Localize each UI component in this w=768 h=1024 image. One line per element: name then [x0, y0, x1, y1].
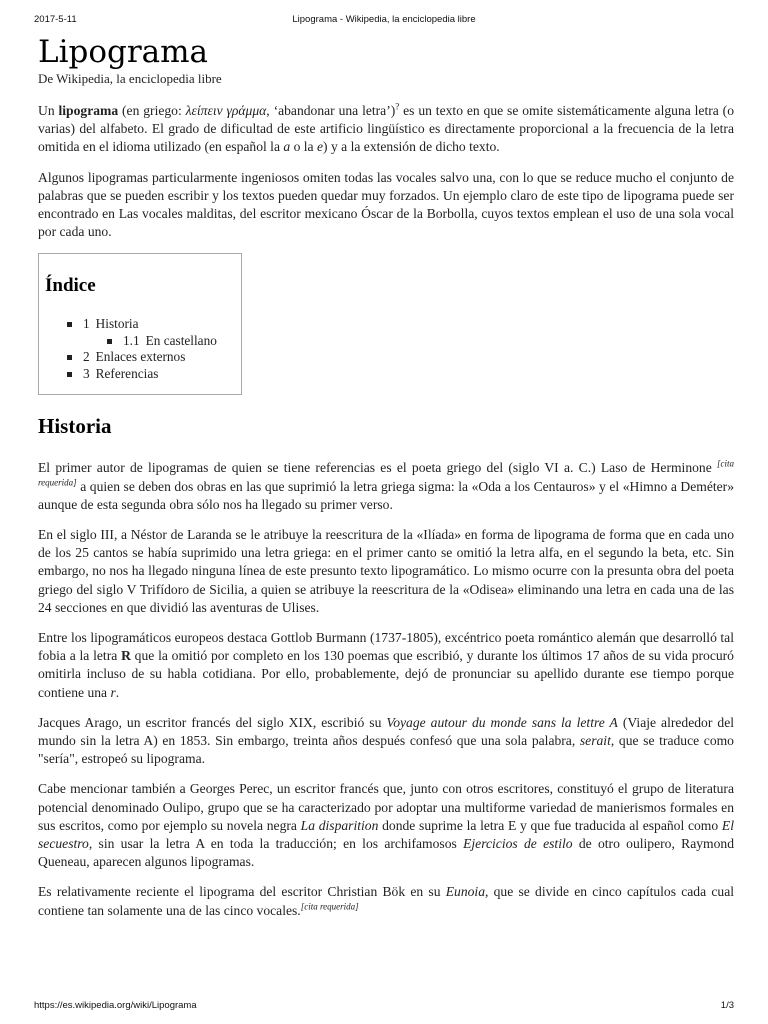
intro-paragraph-2: Algunos lipogramas particularmente ingeniosos omiten todas las vocales salvo una, con lo que se reduce mucho el conjunto de palabras que se pueden escribir y los textos pueden quedar muy forzados. Un ejemplo claro de este tipo de lipograma puede ser encontrado en Las vocales malditas, del escritor mexicano Óscar de la Borbolla, cuyos textos emplean el uso de una sola vocal por cada uno.: [38, 169, 734, 240]
article-content: [38, 34, 734, 932]
toc-item-enlaces-externos[interactable]: 2 Enlaces externos: [67, 349, 241, 366]
table-of-contents: [38, 253, 242, 395]
print-date: 2017-5-11: [34, 14, 77, 25]
page-subtitle: De Wikipedia, la enciclopedia libre: [38, 71, 222, 86]
historia-paragraph-5: Cabe mencionar también a Georges Perec, un escritor francés que, junto con otros escritores, constituyó el grupo de literatura potencial denominado Oulipo, grupo que se ha caracterizado por adoptar una multiforme variedad de manierismos formales en sus escritos, como por ejemplo su novela negra La disparition donde suprime la letra E y que fue traducida al español como El secuestro, sin usar la letra A en toda la traducción; en los archifamosos Ejercicios de estilo de otro oulipero, Raymond Queneau, aparecen algunos lipogramas.: [38, 781, 734, 870]
print-footer: [34, 1000, 734, 1014]
toc-item-historia[interactable]: 1 Historia 1.1 En castellano: [67, 316, 241, 349]
intro-paragraph-1: Un lipograma (en griego: λείπειν γράμμα, ‘abandonar una letra’)? es un texto en que se omite sistemáticamente alguna letra (o varias) del alfabeto. El grado de dificultad de este artificio lingüístico es directamente proporcional a la frecuencia de la letra omitida en el idioma utilizado (en español la a o la e) y a la extensión de dicho texto.: [38, 101, 734, 155]
print-page-title: Lipograma - Wikipedia, la enciclopedia libre: [292, 14, 476, 25]
citation-needed[interactable]: [cita requerida]: [300, 901, 359, 912]
pronunciation-help[interactable]: ?: [395, 101, 400, 112]
historia-paragraph-2: En el siglo III, a Néstor de Laranda se le atribuye la reescritura de la «Ilíada» en forma de lipograma de forma que en cada uno de los 25 cantos se había suprimido una letra griega: en el primer canto se omitió la letra alfa, en el segundo la beta, etc. Sin embargo, no nos ha llegado ninguna línea de este presunto texto lipogramático. Lo mismo ocurre con la presunta obra del poeta griego del siglo V Trifídoro de Sicilia, a quien se atribuye la reescritura de la «Odisea» eliminando una letra en cada una de las 24 secciones en que dividió las aventuras de Ulises.: [38, 527, 734, 615]
section-heading-historia: Historia: [38, 414, 112, 439]
citation-needed[interactable]: [cita requerida]: [38, 458, 734, 488]
greek-term: λείπειν γράμμα: [185, 103, 267, 118]
historia-paragraph-1: El primer autor de lipogramas de quien se tiene referencias es el poeta griego del (siglo VI a. C.) Laso de Herminone [cita requerida] a quien se deben dos obras en las que suprimió la letra griega sigma: la «Oda a los Centauros» y el «Himno a Deméter» aunque de esta segunda obra sólo nos ha llegado su primer verso.: [38, 458, 734, 512]
print-header: [34, 14, 734, 28]
print-url: https://es.wikipedia.org/wiki/Lipograma: [34, 1000, 197, 1011]
toc-item-en-castellano[interactable]: 1.1 En castellano: [107, 333, 241, 350]
toc-item-referencias[interactable]: 3 Referencias: [67, 366, 241, 383]
historia-paragraph-6: Es relativamente reciente el lipograma del escritor Christian Bök en su Eunoia, que se divide en cinco capítulos cada cual contiene tan solamente una de las cinco vocales.[cita requerida]: [38, 884, 735, 918]
print-page-number: 1/3: [720, 1000, 734, 1011]
toc-title: Índice: [45, 275, 96, 297]
term-lipograma: lipograma: [58, 103, 119, 118]
historia-paragraph-4: Jacques Arago, un escritor francés del siglo XIX, escribió su Voyage autour du monde sans la lettre A (Viaje alrededor del mundo sin la letra A) en 1853. Sin embargo, treinta años después confesó que una sola palabra, serait, que se traduce como "sería", estropeó su lipograma.: [38, 714, 735, 767]
page-title: Lipograma: [38, 34, 209, 70]
historia-paragraph-3: Entre los lipogramáticos europeos destaca Gottlob Burmann (1737-1805), excéntrico poeta romántico alemán que desarrolló tal fobia a la letra R que la omitió por completo en los 130 poemas que escribió, y durante los últimos 17 años de su vida procuró omitirla incluso de su habla cotidiana. Por ello, probablemente, dejó de pronunciar su apellido durante ese tiempo porque contiene una r.: [38, 630, 734, 700]
